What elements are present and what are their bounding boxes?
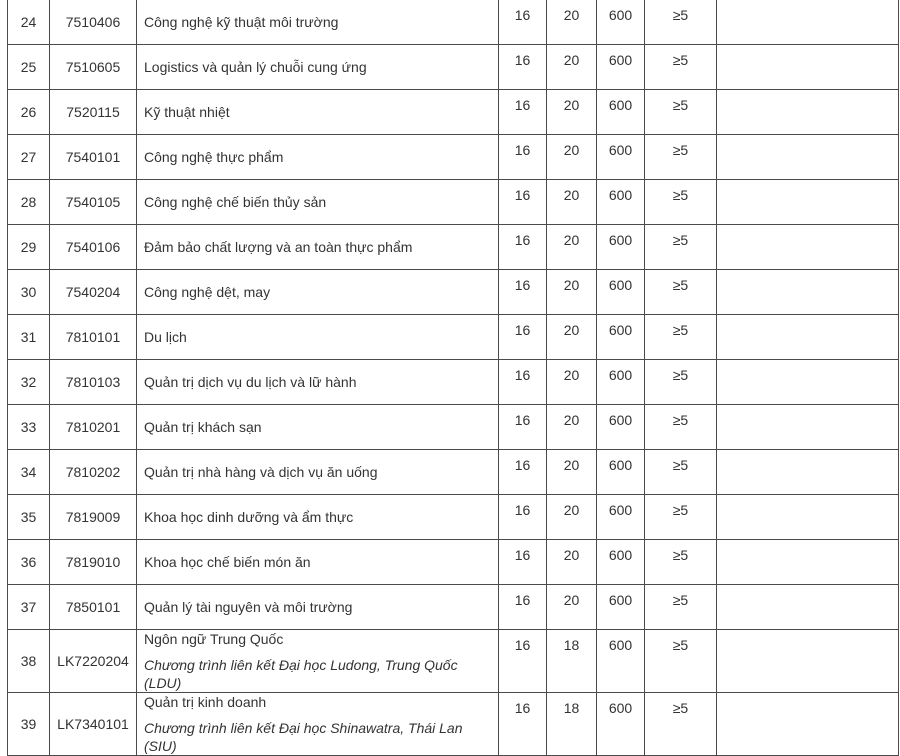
program-name: Công nghệ chế biến thủy sản: [137, 180, 499, 225]
program-code: 7540105: [50, 180, 137, 225]
table-row: [8, 225, 899, 270]
value-c: 600: [597, 180, 645, 225]
value-d: ≥5: [645, 693, 717, 756]
program-name: Công nghệ dệt, may: [137, 270, 499, 315]
program-name: Quản trị dịch vụ du lịch và lữ hành: [137, 360, 499, 405]
value-a: 16: [499, 135, 547, 180]
value-d: ≥5: [645, 90, 717, 135]
value-b: 20: [547, 450, 597, 495]
value-d: ≥5: [645, 630, 717, 693]
program-name: Du lịch: [137, 315, 499, 360]
table-row: [8, 315, 899, 360]
row-number: 32: [8, 360, 50, 405]
program-code: 7819010: [50, 540, 137, 585]
program-code: 7850101: [50, 585, 137, 630]
value-d: ≥5: [645, 45, 717, 90]
value-b: 20: [547, 225, 597, 270]
program-code: 7510605: [50, 45, 137, 90]
note-cell: [717, 540, 899, 585]
value-c: 600: [597, 585, 645, 630]
value-d: ≥5: [645, 315, 717, 360]
table-row: [8, 360, 899, 405]
value-b: 20: [547, 405, 597, 450]
value-d: ≥5: [645, 135, 717, 180]
value-a: 16: [499, 630, 547, 693]
value-b: 18: [547, 630, 597, 693]
note-cell: [717, 225, 899, 270]
row-number: 34: [8, 450, 50, 495]
row-number: 33: [8, 405, 50, 450]
value-c: 600: [597, 540, 645, 585]
value-c: 600: [597, 90, 645, 135]
program-name: Công nghệ thực phẩm: [137, 135, 499, 180]
table-row: [8, 630, 899, 693]
value-a: 16: [499, 90, 547, 135]
note-cell: [717, 450, 899, 495]
program-name: Quản lý tài nguyên và môi trường: [137, 585, 499, 630]
value-c: 600: [597, 45, 645, 90]
program-code: 7540101: [50, 135, 137, 180]
value-b: 18: [547, 693, 597, 756]
value-d: ≥5: [645, 270, 717, 315]
value-b: 20: [547, 90, 597, 135]
row-number: 29: [8, 225, 50, 270]
note-cell: [717, 270, 899, 315]
row-number: 28: [8, 180, 50, 225]
program-code: 7520115: [50, 90, 137, 135]
table-row: [8, 585, 899, 630]
value-a: 16: [499, 540, 547, 585]
value-d: ≥5: [645, 495, 717, 540]
program-name-cell: [137, 630, 499, 693]
value-b: 20: [547, 270, 597, 315]
row-number: 37: [8, 585, 50, 630]
program-code: LK7340101: [50, 693, 137, 756]
value-d: ≥5: [645, 585, 717, 630]
program-name: Công nghệ kỹ thuật môi trường: [137, 0, 499, 45]
value-a: 16: [499, 45, 547, 90]
program-code: LK7220204: [50, 630, 137, 693]
value-a: 16: [499, 360, 547, 405]
value-c: 600: [597, 315, 645, 360]
note-cell: [717, 0, 899, 45]
table-row: [8, 450, 899, 495]
value-a: 16: [499, 270, 547, 315]
value-b: 20: [547, 360, 597, 405]
value-d: ≥5: [645, 0, 717, 45]
value-a: 16: [499, 495, 547, 540]
row-number: 35: [8, 495, 50, 540]
value-a: 16: [499, 0, 547, 45]
value-b: 20: [547, 135, 597, 180]
note-cell: [717, 45, 899, 90]
table-body: [8, 0, 899, 756]
table-row: [8, 45, 899, 90]
program-name: Logistics và quản lý chuỗi cung ứng: [137, 45, 499, 90]
value-b: 20: [547, 540, 597, 585]
table-row: [8, 495, 899, 540]
program-code: 7540204: [50, 270, 137, 315]
program-partner-note: Chương trình liên kết Đại học Ludong, Trung Quốc (LDU): [144, 657, 458, 691]
value-d: ≥5: [645, 405, 717, 450]
note-cell: [717, 630, 899, 693]
value-c: 600: [597, 693, 645, 756]
program-code: 7810103: [50, 360, 137, 405]
note-cell: [717, 360, 899, 405]
table-row: [8, 135, 899, 180]
value-a: 16: [499, 315, 547, 360]
value-c: 600: [597, 405, 645, 450]
value-b: 20: [547, 45, 597, 90]
program-name: Ngôn ngữ Trung Quốc: [144, 631, 284, 647]
row-number: 38: [8, 630, 50, 693]
table-row: [8, 693, 899, 756]
note-cell: [717, 693, 899, 756]
table-row: [8, 270, 899, 315]
value-a: 16: [499, 225, 547, 270]
value-a: 16: [499, 693, 547, 756]
value-d: ≥5: [645, 360, 717, 405]
value-d: ≥5: [645, 225, 717, 270]
note-cell: [717, 180, 899, 225]
program-code: 7819009: [50, 495, 137, 540]
row-number: 30: [8, 270, 50, 315]
table-row: [8, 180, 899, 225]
program-name: Khoa học chế biến món ăn: [137, 540, 499, 585]
value-d: ≥5: [645, 540, 717, 585]
note-cell: [717, 495, 899, 540]
row-number: 24: [8, 0, 50, 45]
program-partner-note: Chương trình liên kết Đại học Shinawatra, Thái Lan (SIU): [144, 720, 463, 754]
note-cell: [717, 90, 899, 135]
program-name: Quản trị kinh doanh: [144, 694, 267, 710]
table-row: [8, 540, 899, 585]
note-cell: [717, 585, 899, 630]
program-code: 7540106: [50, 225, 137, 270]
program-name: Đảm bảo chất lượng và an toàn thực phẩm: [137, 225, 499, 270]
value-c: 600: [597, 135, 645, 180]
table-row: [8, 90, 899, 135]
value-b: 20: [547, 0, 597, 45]
admission-table: [7, 0, 899, 756]
value-a: 16: [499, 450, 547, 495]
row-number: 26: [8, 90, 50, 135]
program-name: Khoa học dinh dưỡng và ẩm thực: [137, 495, 499, 540]
row-number: 31: [8, 315, 50, 360]
value-c: 600: [597, 0, 645, 45]
value-c: 600: [597, 270, 645, 315]
program-name-cell: [137, 693, 499, 756]
value-a: 16: [499, 180, 547, 225]
value-b: 20: [547, 495, 597, 540]
table-row: [8, 405, 899, 450]
value-b: 20: [547, 315, 597, 360]
program-code: 7810201: [50, 405, 137, 450]
row-number: 25: [8, 45, 50, 90]
row-number: 27: [8, 135, 50, 180]
note-cell: [717, 135, 899, 180]
value-c: 600: [597, 360, 645, 405]
value-c: 600: [597, 450, 645, 495]
value-d: ≥5: [645, 180, 717, 225]
value-a: 16: [499, 405, 547, 450]
program-name: Quản trị nhà hàng và dịch vụ ăn uống: [137, 450, 499, 495]
value-b: 20: [547, 180, 597, 225]
table-row: [8, 0, 899, 45]
value-b: 20: [547, 585, 597, 630]
value-c: 600: [597, 225, 645, 270]
note-cell: [717, 315, 899, 360]
program-name: Quản trị khách sạn: [137, 405, 499, 450]
program-code: 7510406: [50, 0, 137, 45]
value-a: 16: [499, 585, 547, 630]
program-code: 7810101: [50, 315, 137, 360]
program-code: 7810202: [50, 450, 137, 495]
program-name: Kỹ thuật nhiệt: [137, 90, 499, 135]
note-cell: [717, 405, 899, 450]
value-c: 600: [597, 495, 645, 540]
row-number: 36: [8, 540, 50, 585]
value-c: 600: [597, 630, 645, 693]
value-d: ≥5: [645, 450, 717, 495]
row-number: 39: [8, 693, 50, 756]
